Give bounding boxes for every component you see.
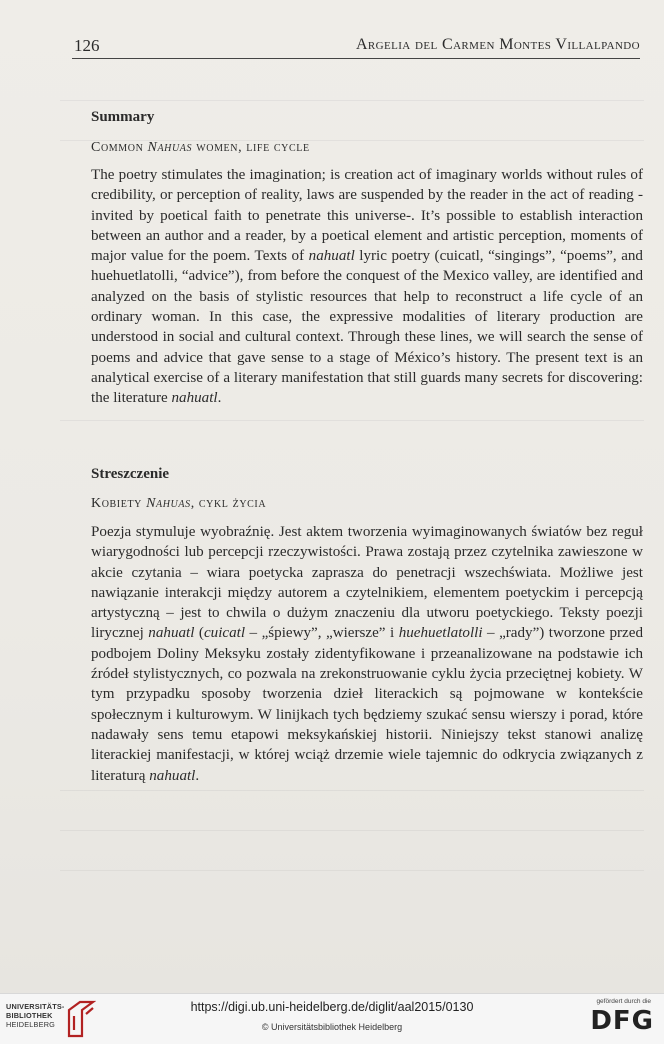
page-number: 126 <box>74 36 100 55</box>
summary-heading: Summary <box>91 109 155 125</box>
streszczenie-subtitle: Kobiety Nahuas, cykl życia <box>91 496 267 511</box>
dfg-logo[interactable]: DFG <box>590 1006 654 1036</box>
streszczenie-heading: Streszczenie <box>91 466 170 482</box>
library-logo-text[interactable]: UNIVERSITÄTS- BIBLIOTHEK HEIDELBERG <box>6 1002 65 1029</box>
viewer-footer <box>0 993 664 1044</box>
running-header-author: Argelia del Carmen Montes Villalpando <box>355 36 640 53</box>
funding-caption: gefördert durch die <box>596 998 651 1005</box>
copyright-notice: © Universitätsbibliothek Heidelberg <box>261 1022 403 1032</box>
permalink-url[interactable]: https://digi.ub.uni-heidelberg.de/diglit/aal2015/0130 <box>190 1000 474 1014</box>
header-rule <box>72 58 640 59</box>
summary-paragraph: The poetry stimulates the imagination; is creation act of imaginary worlds without rules of credibility, or perception of reality, laws are suspended by the reader in the act of reading - invited by poetical faith to penetrate this universe-. It’s possible to establish interaction between an author and a reader, by a poetical element and artistic perception, moments of major value for the poem. Texts of nahuatl lyric poetry (cuicatl, “singings”, “poems”, and huehuetlatolli, “advice”), from before the conquest of the Mexico valley, are identified and analyzed on the basis of stylistic resources that help to reconstruct a life cycle of an ordinary woman. In this case, the expressive modalities of literary production are understood in social and cultural context. Through these lines, we will search the sense of poems and advice that gave sense to a stage of México’s history. The present text is an analytical exercise of a literary manifestation that still guards many secrets for discovering: the literature nahuatl. <box>91 167 643 407</box>
streszczenie-paragraph: Poezja stymuluje wyobraźnię. Jest aktem tworzenia wyimaginowanych światów bez reguł wiarygodności lub percepcji rzeczywistości. Prawa zostają przez czytelnika zawieszone w akcie czytania – wiara poetycka zaprasza do penetracji wszechświata. Możliwe jest nawiązanie interakcji między autorem a czytelnikiem, elementem poetyckim i percepcją artystyczną – jest to chwila o dużym znaczeniu dla utworu poetyckiego. Teksty poezji lirycznej nahuatl (cuicatl – „śpiewy”, „wiersze” i huehuetlatolli – „rady”) tworzone przed podbojem Doliny Meksyku zostały zidentyfikowane i przeanalizowane na podstawie ich źródeł stylistycznych, co pozwala na zrekonstruowanie cyklu życia przeciętnej kobiety. W tym przypadku sposoby tworzenia dzieł literackich są pojmowane w kontekście społecznym i kulturowym. W linijkach tych będziemy szukać sensu wierszy i porad, które nadawały sens temu etapowi meksykańskiej historii. Niniejszy tekst stanowi analizę literackiej manifestacji, w której wciąż drzemie wiele tajemnic do odkrycia związanych z literaturą nahuatl. <box>91 524 643 784</box>
summary-subtitle: Common Nahuas women, life cycle <box>91 140 310 155</box>
